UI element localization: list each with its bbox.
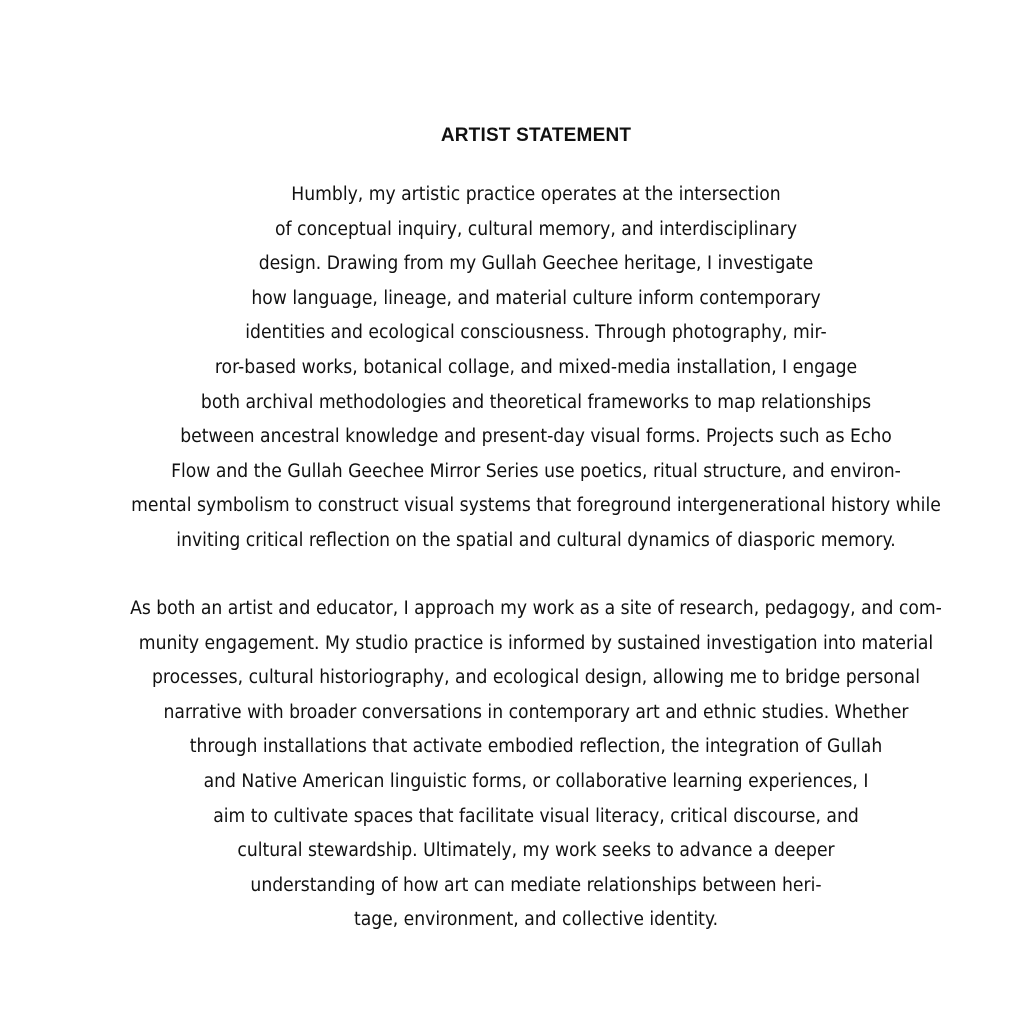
statement-paragraph-1 xyxy=(0,178,1032,559)
paragraph-1-line: ror-based works, botanical collage, and mixed-media installation, I engage xyxy=(214,356,858,378)
paragraph-2-line: cultural stewardship. Ultimately, my work seeks to advance a deeper xyxy=(237,840,835,862)
paragraph-2-line: through installations that activate embodied reflection, the integration of Gullah xyxy=(189,736,883,758)
paragraph-2-line: processes, cultural historiography, and ecological design, allowing me to bridge personal xyxy=(151,667,921,689)
paragraph-2-line: tage, environment, and collective identity. xyxy=(353,909,719,931)
page-title: ARTIST STATEMENT xyxy=(440,125,632,146)
paragraph-1-line: inviting critical reflection on the spatial and cultural dynamics of diasporic memory. xyxy=(176,529,896,551)
paragraph-2-line: munity engagement. My studio practice is informed by sustained investigation into material xyxy=(138,632,934,654)
paragraph-1-line: between ancestral knowledge and present-day visual forms. Projects such as Echo xyxy=(180,426,892,448)
paragraph-1-line: both archival methodologies and theoretical frameworks to map relationships xyxy=(200,391,872,413)
paragraph-2-line: and Native American linguistic forms, or collaborative learning experiences, I xyxy=(203,770,869,792)
paragraph-1-line: Flow and the Gullah Geechee Mirror Series use poetics, ritual structure, and environ- xyxy=(171,460,901,482)
statement-paragraph-2 xyxy=(0,592,1032,938)
paragraph-1-line: of conceptual inquiry, cultural memory, and interdisciplinary xyxy=(274,218,798,240)
paragraph-1-line: design. Drawing from my Gullah Geechee heritage, I investigate xyxy=(258,253,814,275)
paragraph-1-line: identities and ecological consciousness. Through photography, mir- xyxy=(245,322,827,344)
paragraph-2-line: aim to cultivate spaces that facilitate visual literacy, critical discourse, and xyxy=(213,805,859,827)
paragraph-2-line: understanding of how art can mediate relationships between heri- xyxy=(250,874,822,896)
paragraph-2-line: narrative with broader conversations in contemporary art and ethnic studies. Whether xyxy=(163,701,909,723)
paragraph-1-line: mental symbolism to construct visual systems that foreground intergenerational history while xyxy=(131,495,941,517)
paragraph-1-line: Humbly, my artistic practice operates at the intersection xyxy=(291,184,781,205)
paragraph-1-line: how language, lineage, and material culture inform contemporary xyxy=(251,287,821,309)
paragraph-2-line: As both an artist and educator, I approach my work as a site of research, pedagogy, and com- xyxy=(130,598,942,619)
